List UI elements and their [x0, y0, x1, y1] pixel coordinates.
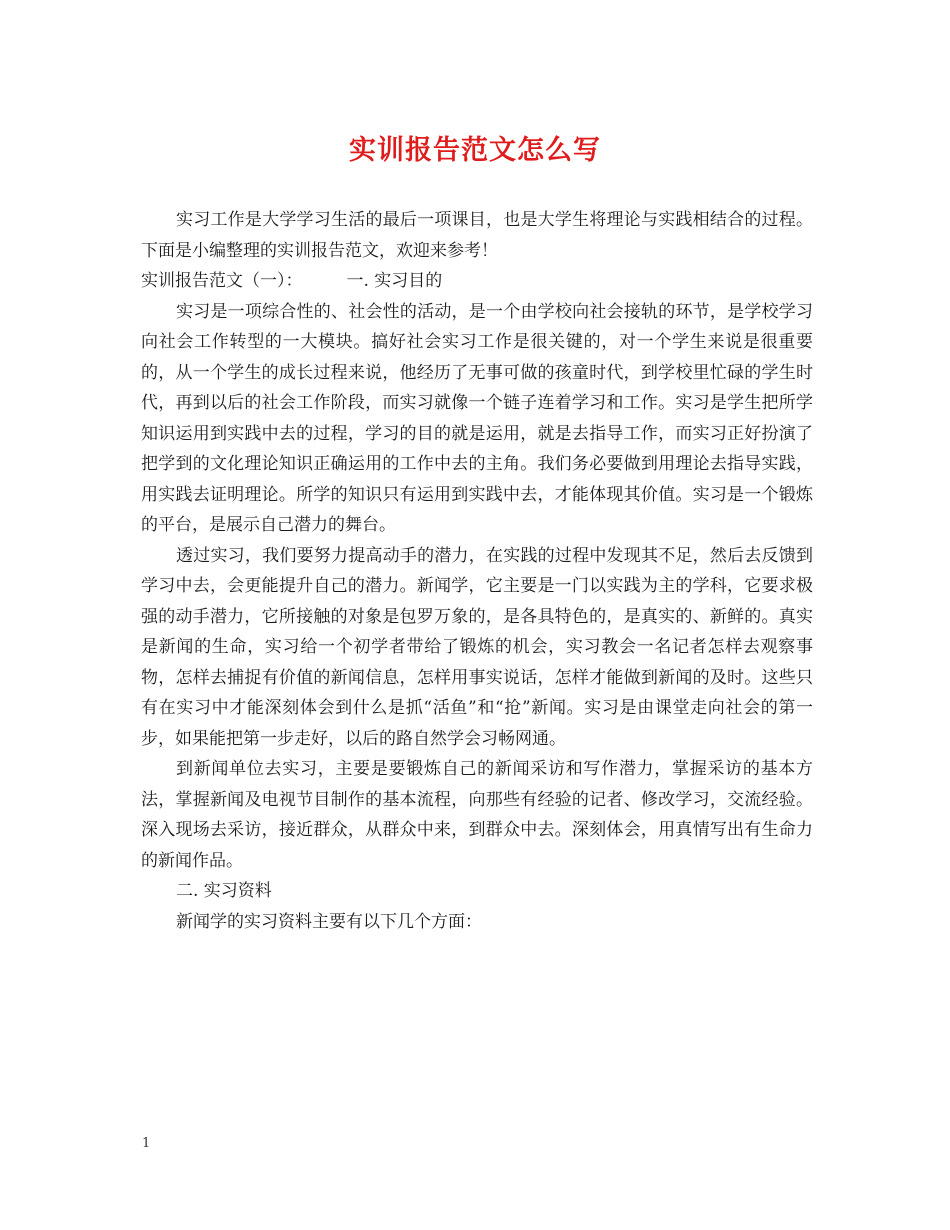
body-paragraph-1: 实习是一项综合性的、社会性的活动，是一个由学校向社会接轨的环节，是学校学习向社会工作转型的一大模块。搞好社会实习工作是很关键的，对一个学生来说是很重要的，从一个学生的成长过程来说，他经历了无事可做的孩童时代，到学校里忙碌的学生时代，再到以后的社会工作阶段，而实习就像一个链子连着学习和工作。实习是学生把所学知识运用到实践中去的过程，学习的目的就是运用，就是去指导工作，而实习正好扮演了把学到的文化理论知识正确运用的工作中去的主角。我们务必要做到用理论去指导实践，用实践去证明理论。所学的知识只有运用到实践中去，才能体现其价值。实习是一个锻炼的平台，是展示自己潜力的舞台。 — [141, 301, 813, 535]
section1-line — [141, 266, 813, 297]
intro-paragraph: 实习工作是大学学习生活的最后一项课目，也是大学生将理论与实践相结合的过程。下面是小编整理的实训报告范文，欢迎来参考！ — [141, 210, 813, 261]
document-body — [141, 205, 813, 937]
body-paragraph-2: 透过实习，我们要努力提高动手的潜力，在实践的过程中发现其不足，然后去反馈到学习中去，会更能提升自己的潜力。新闻学，它主要是一门以实践为主的学科，它要求极强的动手潜力，它所接触的对象是包罗万象的，是各具特色的，是真实的、新鲜的。真实是新闻的生命，实习给一个初学者带给了锻炼的机会，实习教会一名记者怎样去观察事物，怎样去捕捉有价值的新闻信息，怎样用事实说话，怎样才能做到新闻的及时。这些只有在实习中才能深刻体会到什么是抓“活鱼”和“抢”新闻。实习是由课堂走向社会的第一步，如果能把第一步走好，以后的路自然学会习畅网通。 — [141, 545, 813, 749]
page-number: 1 — [142, 1136, 151, 1151]
body-paragraph-3: 到新闻单位去实习，主要是要锻炼自己的新闻采访和写作潜力，掌握采访的基本方法，掌握新闻及电视节目制作的基本流程，向那些有经验的记者、修改学习，交流经验。深入现场去采访，接近群众，从群众中来，到群众中去。深刻体会，用真情写出有生命力的新闻作品。 — [141, 759, 813, 871]
section1-label: 实训报告范文（一）： — [141, 271, 303, 291]
section1-heading: 一. 实习目的 — [346, 271, 443, 291]
document-title: 实训报告范文怎么写 — [349, 135, 601, 166]
section2-intro: 新闻学的实习资料主要有以下几个方面： — [176, 911, 482, 932]
section2-heading: 二. 实习资料 — [176, 881, 272, 901]
